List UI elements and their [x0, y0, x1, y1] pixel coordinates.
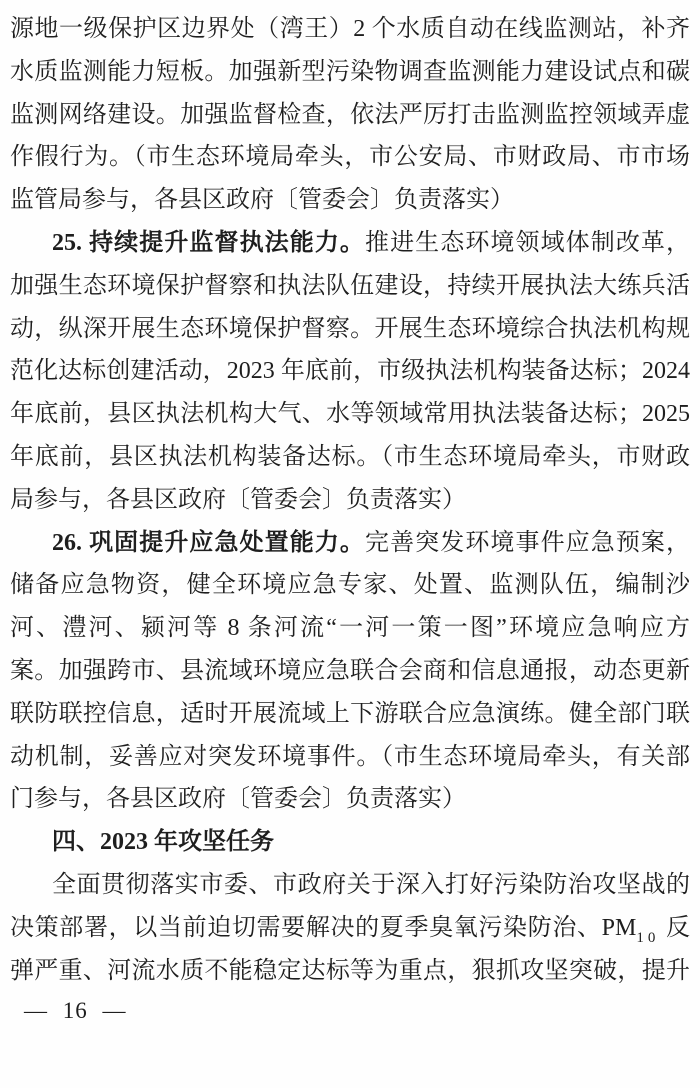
text-line [10, 51, 690, 94]
text-line [10, 778, 690, 821]
page-number: — 16 — [24, 998, 127, 1024]
text-segment: 河、澧河、颍河等 8 条河流“一河一策一图”环境应急响应方 [10, 615, 690, 642]
bold-text-segment: 四、2023 年攻坚任务 [52, 829, 274, 856]
text-line [10, 522, 690, 565]
text-segment: 完善突发环境事件应急预案， [365, 529, 690, 556]
text-segment: 储备应急物资，健全环境应急专家、处置、监测队伍，编制沙 [10, 572, 690, 599]
text-line [10, 94, 690, 137]
text-segment: 门参与，各县区政府〔管委会〕负责落实） [10, 786, 466, 813]
para-monitoring-capacity-continued [10, 8, 690, 222]
text-segment: 推进生态环境领域体制改革， [365, 229, 690, 256]
text-segment: 年底前，县区执法机构装备达标。（市生态环境局牵头，市财政 [10, 443, 690, 470]
text-line [10, 8, 690, 51]
text-line [10, 179, 690, 222]
text-segment: 动机制，妥善应对突发环境事件。（市生态环境局牵头，有关部 [10, 743, 690, 770]
text-segment: 动，纵深开展生态环境保护督察。开展生态环境综合执法机构规 [10, 315, 690, 342]
item-25-supervision-enforcement-capacity [10, 222, 690, 522]
text-line [10, 308, 690, 351]
text-line [10, 907, 690, 950]
text-line [10, 350, 690, 393]
text-segment: 范化达标创建活动，2023 年底前，市级执法机构装备达标；2024 [10, 358, 690, 385]
text-line [10, 222, 690, 265]
text-segment: 年底前，县区执法机构大气、水等领域常用执法装备达标；2025 [10, 401, 690, 428]
heading-section-4-2023-tasks [10, 821, 690, 864]
text-line [10, 650, 690, 693]
text-line [10, 693, 690, 736]
text-segment: 作假行为。（市生态环境局牵头，市公安局、市财政局、市市场 [10, 144, 690, 171]
bold-text-segment: 26. 巩固提升应急处置能力。 [52, 529, 365, 556]
text-line [10, 564, 690, 607]
text-segment: 监管局参与，各县区政府〔管委会〕负责落实） [10, 187, 514, 214]
text-line [10, 136, 690, 179]
text-line [10, 607, 690, 650]
text-segment: 全面贯彻落实市委、市政府关于深入打好污染防治攻坚战的 [52, 871, 690, 898]
text-line [10, 736, 690, 779]
item-26-emergency-response-capacity [10, 522, 690, 822]
text-line [10, 436, 690, 479]
text-segment: 源地一级保护区边界处（湾王）2 个水质自动在线监测站，补齐 [10, 16, 690, 42]
text-segment: 案。加强跨市、县流域环境应急联合会商和信息通报，动态更新 [10, 657, 690, 684]
text-line [10, 479, 690, 522]
text-segment: 监测网络建设。加强监督检查，依法严厉打击监测监控领域弄虚 [10, 101, 690, 128]
subscript-segment: 10 [636, 929, 660, 946]
para-2023-task-overview [10, 864, 690, 992]
text-segment: 决策部署，以当前迫切需要解决的夏季臭氧污染防治、PM [10, 914, 637, 941]
text-segment: 水质监测能力短板。加强新型污染物调查监测能力建设试点和碳 [10, 58, 690, 85]
text-line [10, 265, 690, 308]
text-segment: 反 [659, 914, 691, 941]
text-line [10, 393, 690, 436]
text-line [10, 864, 690, 907]
page-number-footer [0, 996, 700, 1026]
text-segment: 联防联控信息，适时开展流域上下游联合应急演练。健全部门联 [10, 700, 690, 727]
text-segment: 弹严重、河流水质不能稳定达标等为重点，狠抓攻坚突破，提升 [10, 957, 690, 984]
bold-text-segment: 25. 持续提升监督执法能力。 [52, 229, 365, 256]
text-line [10, 821, 690, 864]
text-line [10, 950, 690, 993]
text-segment: 局参与，各县区政府〔管委会〕负责落实） [10, 486, 466, 513]
text-segment: 加强生态环境保护督察和执法队伍建设，持续开展执法大练兵活 [10, 272, 690, 299]
